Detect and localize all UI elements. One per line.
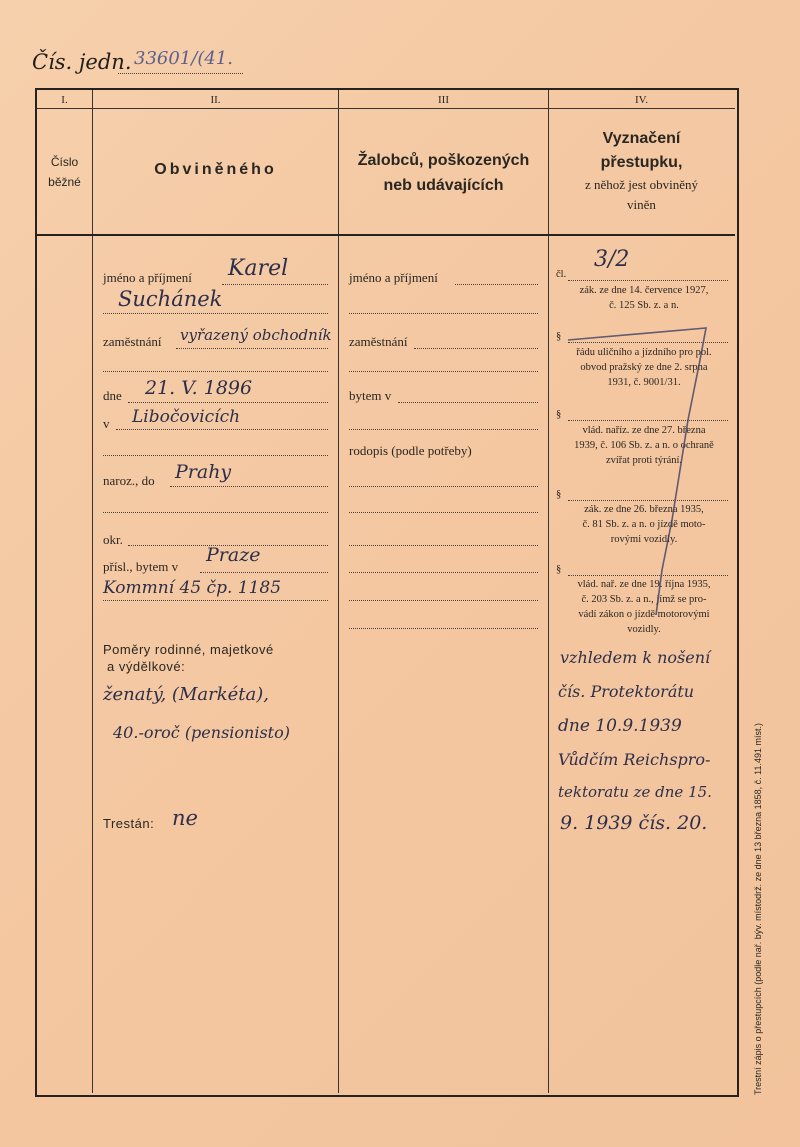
accused-address-dots (103, 600, 328, 601)
col-divider-3 (548, 90, 549, 1093)
col-divider-1 (92, 90, 93, 1093)
col1-title-line2: běžné (48, 175, 81, 189)
col1-title-line1: Číslo (50, 155, 79, 169)
law4-line2: č. 81 Sb. z. a n. o jízdě moto- (582, 519, 706, 530)
plaintiff-dots-4 (349, 486, 538, 487)
offense-para5-dots (568, 575, 728, 576)
law3-line2: 1939, č. 106 Sb. z. a n. o ochraně (574, 440, 714, 451)
note-line5: tektoratu ze dne 15. (558, 783, 712, 801)
law3-line3: zvířat proti týrání. (605, 455, 683, 466)
col2-title: Obviněného (154, 161, 277, 178)
accused-residence: Praze (206, 544, 261, 566)
accused-occupation-dots-2 (103, 371, 328, 372)
law3-line1: vlád. naříz. ze dne 27. března (582, 425, 706, 436)
col4-title-line4: viněn (627, 197, 656, 212)
offense-para5: § (556, 564, 562, 575)
accused-date-label: dne (103, 388, 122, 403)
accused-name-dots (222, 284, 328, 285)
accused-birth-date: 21. V. 1896 (145, 377, 253, 399)
plaintiff-dots-8 (349, 600, 538, 601)
accused-address: Kommní 45 čp. 1185 (103, 578, 282, 598)
trestan-value: ne (172, 806, 198, 830)
offense-para4: § (556, 489, 562, 500)
accused-prisl-label: přísl., bytem v (103, 559, 179, 574)
offense-para3: § (556, 409, 562, 420)
plaintiff-residence-label: bytem v (349, 388, 392, 403)
law1-line1: zák. ze dne 14. července 1927, (579, 285, 709, 296)
offense-law3 (556, 423, 732, 468)
accused-place-dots (116, 429, 328, 430)
plaintiff-residence-dots (398, 402, 538, 403)
law5-line3: vádí zákon o jízdě motorovými (578, 609, 710, 620)
law5-line2: č. 203 Sb. z. a n., jímž se pro- (581, 594, 707, 605)
accused-occupation-label: zaměstnání (103, 334, 162, 349)
offense-law4 (556, 502, 732, 547)
family-label-line2: a výdělkové: (107, 659, 186, 674)
col4-title (549, 127, 734, 215)
cis-jedn-label: Čís. jedn. (32, 50, 132, 74)
plaintiff-dots-7 (349, 572, 538, 573)
accused-naroz-label: naroz., do (103, 473, 155, 488)
offense-law2 (556, 345, 732, 390)
header-number-line (37, 108, 735, 109)
plaintiff-name-label: jméno a příjmení (349, 270, 438, 285)
col1-title (37, 152, 92, 192)
accused-birth-place: Libočovicích (132, 407, 241, 427)
law4-line1: zák. ze dne 26. března 1935, (584, 504, 704, 515)
offense-cl-value: 3/2 (594, 247, 630, 272)
cis-jedn-dots (118, 73, 243, 74)
accused-surname-dots (103, 313, 328, 314)
col4-title-line1: Vyznačení (602, 130, 681, 147)
law5-line1: vlád. nař. ze dne 19. října 1935, (577, 579, 711, 590)
accused-occupation-dots (176, 348, 328, 349)
header-bottom-line (37, 234, 735, 236)
plaintiff-dots-9 (349, 628, 538, 629)
plaintiff-occupation-label: zaměstnání (349, 334, 408, 349)
accused-place-label: v (103, 416, 110, 431)
accused-first-name: Karel (228, 256, 289, 281)
offense-cl-label: čl. (556, 269, 567, 280)
note-line1: vzhledem k nošení (560, 648, 711, 667)
offense-para4-dots (568, 500, 728, 501)
plaintiff-dots-6 (349, 545, 538, 546)
note-line6: 9. 1939 čís. 20. (560, 812, 708, 834)
offense-para2-dots (568, 342, 728, 343)
law2-line3: 1931, č. 9001/31. (607, 377, 681, 388)
note-line2: čís. Protektorátu (558, 682, 695, 701)
col-divider-2 (338, 90, 339, 1093)
accused-okr-label: okr. (103, 532, 123, 547)
accused-prisl-dots (200, 572, 328, 573)
accused-naroz-dots (170, 486, 328, 487)
col3-title-line1: Žalobců, poškozených (357, 152, 530, 169)
col4-number: IV. (635, 94, 648, 106)
accused-place-dots-2 (103, 455, 328, 456)
note-line4: Vůdčím Reichspro- (558, 750, 711, 769)
cis-jedn-value: 33601/(41. (134, 48, 233, 69)
family-label-line1: Poměry rodinné, majetkové (103, 642, 274, 657)
accused-occupation: vyřazený obchodník (180, 326, 332, 344)
plaintiff-dots-5 (349, 512, 538, 513)
col3-title-line2: neb udávajících (383, 177, 504, 194)
family-status-line2: 40.-oroč (pensionisto) (113, 723, 290, 742)
note-line3: dne 10.9.1939 (558, 716, 682, 736)
accused-naroz-value: Prahy (175, 461, 232, 483)
plaintiff-dots-1 (349, 313, 538, 314)
law4-line3: rovými vozidly. (610, 534, 678, 545)
col3-title (339, 148, 548, 198)
plaintiff-dots-3 (349, 429, 538, 430)
plaintiff-occupation-dots (414, 348, 538, 349)
col2-number: II. (210, 94, 221, 106)
family-status-line1: ženatý, (Markéta), (103, 684, 269, 705)
side-note: Trestní zápis o přestupcích (podle nař. býv. místodrž. ze dne 13 března 1858, č. 11.491 míst.) (753, 722, 763, 1095)
law2-line1: řádu uličního a jízdního pro pol. (576, 347, 712, 358)
trestan-label: Trestán: (103, 816, 155, 831)
law2-line2: obvod pražský ze dne 2. srpna (580, 362, 708, 373)
accused-date-dots (128, 402, 328, 403)
offense-law1 (556, 283, 732, 313)
plaintiff-name-dots (455, 284, 538, 285)
col3-number: III (438, 94, 449, 106)
offense-para3-dots (568, 420, 728, 421)
accused-name-label: jméno a příjmení (103, 270, 192, 285)
offense-para2: § (556, 331, 562, 342)
law1-line2: č. 125 Sb. z. a n. (609, 300, 679, 311)
law5-line4: vozidly. (627, 624, 661, 635)
plaintiff-dots-2 (349, 371, 538, 372)
offense-cl-dots (568, 280, 728, 281)
col4-title-line2: přestupku, (600, 154, 683, 171)
col4-title-line3: z něhož jest obviněný (585, 177, 698, 192)
accused-surname: Suchánek (118, 287, 223, 311)
plaintiff-rodopis-label: rodopis (podle potřeby) (349, 443, 472, 458)
col1-number: I. (61, 94, 68, 106)
offense-law5 (556, 577, 732, 637)
accused-naroz-dots-2 (103, 512, 328, 513)
